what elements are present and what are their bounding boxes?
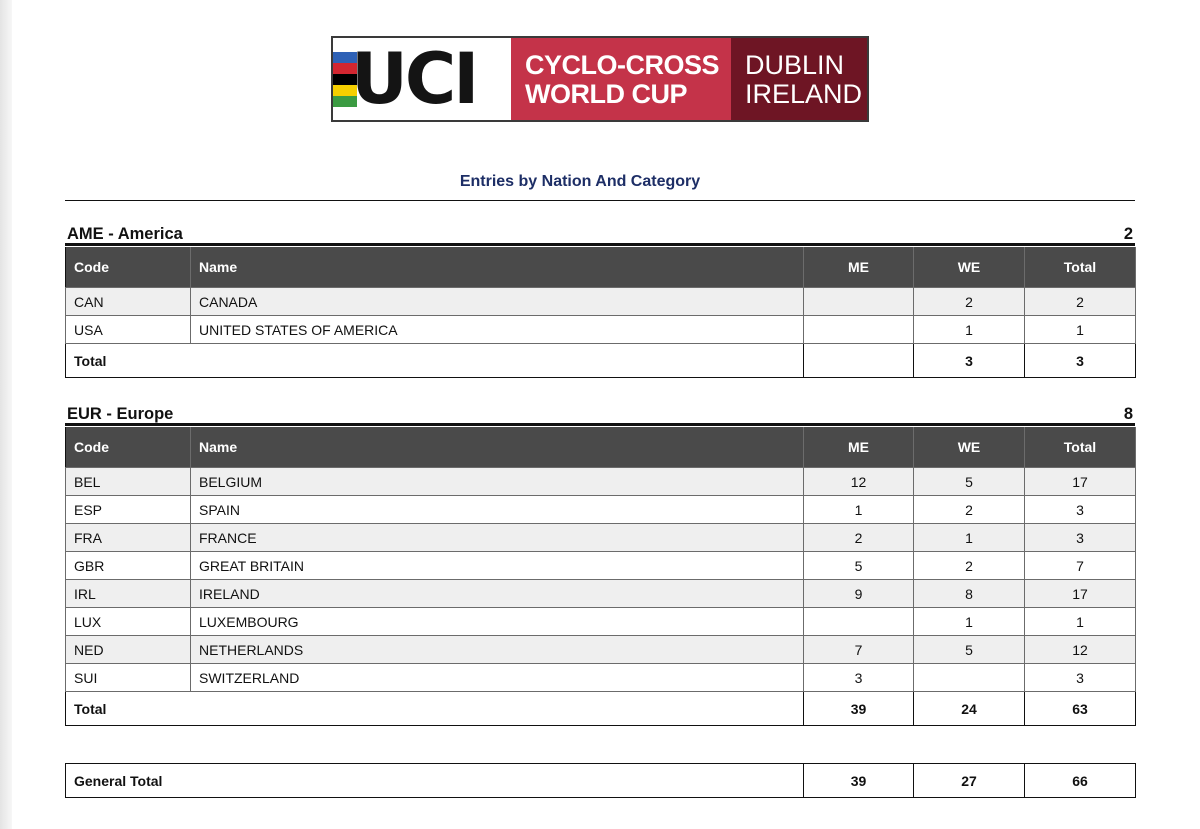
cell-me: 3 bbox=[804, 664, 914, 692]
cell-we bbox=[914, 664, 1025, 692]
col-code-header: Code bbox=[66, 247, 191, 288]
cell-me: 5 bbox=[804, 552, 914, 580]
cell-me: 7 bbox=[804, 636, 914, 664]
cell-total: 7 bbox=[1025, 552, 1136, 580]
entries-table bbox=[65, 247, 1136, 378]
cell-me bbox=[804, 288, 914, 316]
table-row bbox=[66, 636, 1136, 664]
cell-name: GREAT BRITAIN bbox=[191, 552, 804, 580]
total-total: 63 bbox=[1025, 692, 1136, 726]
total-total: 3 bbox=[1025, 344, 1136, 378]
table-header-row bbox=[66, 247, 1136, 288]
cell-me bbox=[804, 608, 914, 636]
cell-me: 9 bbox=[804, 580, 914, 608]
section-count: 8 bbox=[1123, 405, 1133, 423]
table-row bbox=[66, 524, 1136, 552]
cell-name: SWITZERLAND bbox=[191, 664, 804, 692]
cell-we: 5 bbox=[914, 636, 1025, 664]
cell-total: 1 bbox=[1025, 316, 1136, 344]
cell-total: 17 bbox=[1025, 468, 1136, 496]
col-code-header: Code bbox=[66, 427, 191, 468]
cell-we: 5 bbox=[914, 468, 1025, 496]
section-america bbox=[65, 222, 1135, 378]
col-me-header: ME bbox=[804, 427, 914, 468]
cell-we: 1 bbox=[914, 524, 1025, 552]
col-we-header: WE bbox=[914, 427, 1025, 468]
cell-total: 17 bbox=[1025, 580, 1136, 608]
cell-total: 1 bbox=[1025, 608, 1136, 636]
total-me: 39 bbox=[804, 692, 914, 726]
general-total-we: 27 bbox=[914, 764, 1025, 798]
cell-name: NETHERLANDS bbox=[191, 636, 804, 664]
page-edge bbox=[0, 0, 12, 829]
table-row bbox=[66, 316, 1136, 344]
section-count: 2 bbox=[1123, 225, 1133, 243]
col-name-header: Name bbox=[191, 427, 804, 468]
cell-we: 2 bbox=[914, 496, 1025, 524]
uci-logo bbox=[333, 38, 511, 120]
cell-we: 8 bbox=[914, 580, 1025, 608]
table-row bbox=[66, 552, 1136, 580]
cell-code: LUX bbox=[66, 608, 191, 636]
section-total-row bbox=[66, 692, 1136, 726]
cell-total: 12 bbox=[1025, 636, 1136, 664]
event-location bbox=[731, 38, 867, 120]
general-total-table bbox=[65, 763, 1136, 798]
cell-code: CAN bbox=[66, 288, 191, 316]
section-heading: AME - America bbox=[67, 225, 183, 243]
col-total-header: Total bbox=[1025, 427, 1136, 468]
general-total-label: General Total bbox=[66, 764, 804, 798]
uci-logo-text: UCI bbox=[351, 38, 477, 120]
col-me-header: ME bbox=[804, 247, 914, 288]
table-row bbox=[66, 496, 1136, 524]
general-total-row bbox=[66, 764, 1136, 798]
cell-code: ESP bbox=[66, 496, 191, 524]
section-header bbox=[65, 402, 1135, 426]
cell-name: UNITED STATES OF AMERICA bbox=[191, 316, 804, 344]
event-line-1: CYCLO-CROSS bbox=[525, 50, 720, 80]
cell-we: 1 bbox=[914, 316, 1025, 344]
city-line-2: IRELAND bbox=[745, 79, 863, 109]
cell-code: GBR bbox=[66, 552, 191, 580]
total-label: Total bbox=[66, 692, 804, 726]
cell-name: IRELAND bbox=[191, 580, 804, 608]
cell-name: FRANCE bbox=[191, 524, 804, 552]
title-divider bbox=[65, 200, 1135, 201]
table-row bbox=[66, 608, 1136, 636]
table-row bbox=[66, 468, 1136, 496]
general-total-section bbox=[65, 763, 1135, 798]
cell-we: 2 bbox=[914, 552, 1025, 580]
cell-we: 1 bbox=[914, 608, 1025, 636]
cell-total: 3 bbox=[1025, 496, 1136, 524]
cell-we: 2 bbox=[914, 288, 1025, 316]
total-we: 3 bbox=[914, 344, 1025, 378]
total-we: 24 bbox=[914, 692, 1025, 726]
report-title: Entries by Nation And Category bbox=[459, 173, 701, 190]
section-header bbox=[65, 222, 1135, 246]
col-we-header: WE bbox=[914, 247, 1025, 288]
event-banner bbox=[331, 36, 869, 122]
cell-name: CANADA bbox=[191, 288, 804, 316]
cell-me: 1 bbox=[804, 496, 914, 524]
cell-code: FRA bbox=[66, 524, 191, 552]
cell-code: USA bbox=[66, 316, 191, 344]
cell-code: NED bbox=[66, 636, 191, 664]
cell-total: 3 bbox=[1025, 524, 1136, 552]
event-name bbox=[511, 38, 731, 120]
cell-code: IRL bbox=[66, 580, 191, 608]
cell-total: 3 bbox=[1025, 664, 1136, 692]
cell-me bbox=[804, 316, 914, 344]
cell-code: SUI bbox=[66, 664, 191, 692]
total-me bbox=[804, 344, 914, 378]
entries-table bbox=[65, 427, 1136, 726]
cell-code: BEL bbox=[66, 468, 191, 496]
general-total-total: 66 bbox=[1025, 764, 1136, 798]
cell-name: SPAIN bbox=[191, 496, 804, 524]
cell-me: 2 bbox=[804, 524, 914, 552]
section-total-row bbox=[66, 344, 1136, 378]
col-total-header: Total bbox=[1025, 247, 1136, 288]
table-header-row bbox=[66, 427, 1136, 468]
cell-total: 2 bbox=[1025, 288, 1136, 316]
cell-name: BELGIUM bbox=[191, 468, 804, 496]
table-row bbox=[66, 288, 1136, 316]
table-row bbox=[66, 664, 1136, 692]
city-line-1: DUBLIN bbox=[745, 50, 845, 80]
section-heading: EUR - Europe bbox=[67, 405, 174, 423]
general-total-me: 39 bbox=[804, 764, 914, 798]
col-name-header: Name bbox=[191, 247, 804, 288]
total-label: Total bbox=[66, 344, 804, 378]
cell-name: LUXEMBOURG bbox=[191, 608, 804, 636]
event-line-2: WORLD CUP bbox=[525, 79, 687, 109]
cell-me: 12 bbox=[804, 468, 914, 496]
section-europe bbox=[65, 402, 1135, 726]
table-row bbox=[66, 580, 1136, 608]
